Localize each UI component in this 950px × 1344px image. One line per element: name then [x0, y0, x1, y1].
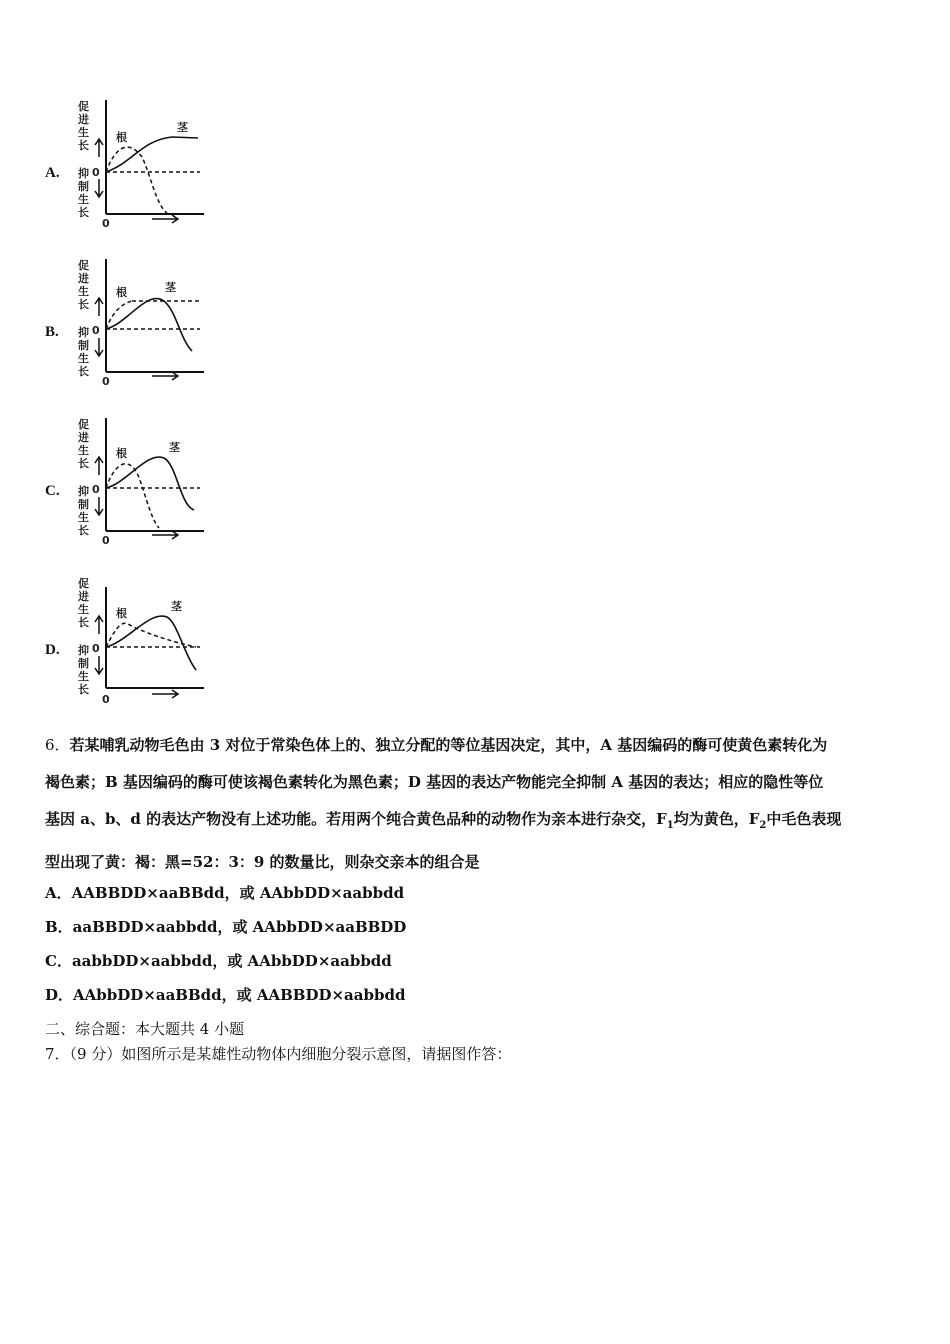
svg-text:生: 生: [78, 285, 89, 298]
svg-text:0: 0: [102, 534, 110, 547]
svg-text:0: 0: [92, 642, 100, 655]
svg-text:制: 制: [78, 339, 89, 352]
root-label: 根: [116, 447, 127, 460]
svg-text:生: 生: [78, 126, 89, 139]
svg-text:抑: 抑: [78, 485, 89, 498]
option-d-label: D.: [45, 642, 60, 658]
svg-text:长: 长: [78, 139, 89, 152]
inhibit-label: 抑: [78, 167, 89, 180]
stem-curve: [106, 299, 192, 351]
stem-label: 茎: [177, 121, 188, 134]
choice-b: B．aaBBDD×aabbdd，或 AAbbDD×aaBBDD: [45, 918, 407, 936]
choice-a: A．AABBDD×aaBBdd，或 AAbbDD×aabbdd: [45, 884, 405, 902]
svg-text:抑: 抑: [78, 326, 89, 339]
root-label: 根: [116, 607, 127, 620]
svg-text:0: 0: [92, 483, 100, 496]
stem-curve: [106, 616, 196, 670]
stem-label: 茎: [165, 281, 176, 294]
choice-c: C．aabbDD×aabbdd，或 AAbbDD×aabbdd: [45, 952, 392, 970]
svg-text:长: 长: [78, 524, 89, 537]
svg-text:生: 生: [78, 511, 89, 524]
svg-text:进: 进: [78, 272, 89, 285]
root-curve: [106, 147, 167, 213]
zero-x: 0: [102, 217, 110, 230]
svg-text:0: 0: [92, 324, 100, 337]
svg-text:长: 长: [78, 365, 89, 378]
svg-text:制: 制: [78, 657, 89, 670]
graph-a: [72, 95, 212, 245]
svg-text:0: 0: [102, 375, 110, 388]
svg-text:进: 进: [78, 113, 89, 126]
option-a-label: A.: [45, 165, 60, 181]
zero-y: 0: [92, 166, 100, 179]
svg-text:生: 生: [78, 603, 89, 616]
svg-text:促: 促: [78, 259, 89, 272]
question-6-number: 6．: [45, 736, 70, 754]
stem-label: 茎: [169, 441, 180, 454]
choice-d: D．AAbbDD×aaBBdd，或 AABBDD×aabbdd: [45, 986, 406, 1004]
graph-d: [72, 572, 212, 722]
svg-text:进: 进: [78, 431, 89, 444]
svg-text:长: 长: [78, 457, 89, 470]
svg-text:抑: 抑: [78, 644, 89, 657]
graph-c: [72, 413, 212, 563]
graph-b: [72, 254, 212, 404]
svg-text:制: 制: [78, 180, 89, 193]
promote-label: 促: [78, 100, 89, 113]
root-curve: [106, 464, 159, 528]
svg-text:促: 促: [78, 418, 89, 431]
svg-text:0: 0: [102, 693, 110, 706]
svg-text:长: 长: [78, 683, 89, 696]
stem-curve: [106, 457, 194, 510]
svg-text:进: 进: [78, 590, 89, 603]
option-c-label: C.: [45, 483, 60, 499]
svg-text:促: 促: [78, 577, 89, 590]
svg-text:生: 生: [78, 444, 89, 457]
option-b-label: B.: [45, 324, 59, 340]
svg-text:长: 长: [78, 298, 89, 311]
svg-text:长: 长: [78, 206, 89, 219]
root-label: 根: [116, 286, 127, 299]
svg-text:长: 长: [78, 616, 89, 629]
section-2-heading: 二、综合题：本大题共 4 小题: [45, 1020, 245, 1038]
svg-text:生: 生: [78, 352, 89, 365]
stem-label: 茎: [171, 600, 182, 613]
question-7-text: 7．（9 分）如图所示是某雄性动物体内细胞分裂示意图，请据图作答：: [45, 1045, 512, 1063]
svg-text:生: 生: [78, 670, 89, 683]
svg-text:制: 制: [78, 498, 89, 511]
root-label: 根: [116, 131, 127, 144]
svg-text:生: 生: [78, 193, 89, 206]
question-6-text: 6．若某哺乳动物毛色由 3 对位于常染色体上的、独立分配的等位基因决定，其中，A 基因编码的酶可使黄色素转化为 褐色素；B 基因编码的酶可使该褐色素转化为黑色素；D 基因的表达产物能完全抑制 A 基因的表达；相应的隐性等位 基因 a、b、d 的表达产物没有上述功能。若用两个纯合黄色品种的动物作为亲本进行杂交，$F_1$均为黄色，$F_2$中毛色表现 型出现了黄：褐：黑=52：3：9 的数量比，则杂交亲本的组合是: [45, 736, 842, 871]
